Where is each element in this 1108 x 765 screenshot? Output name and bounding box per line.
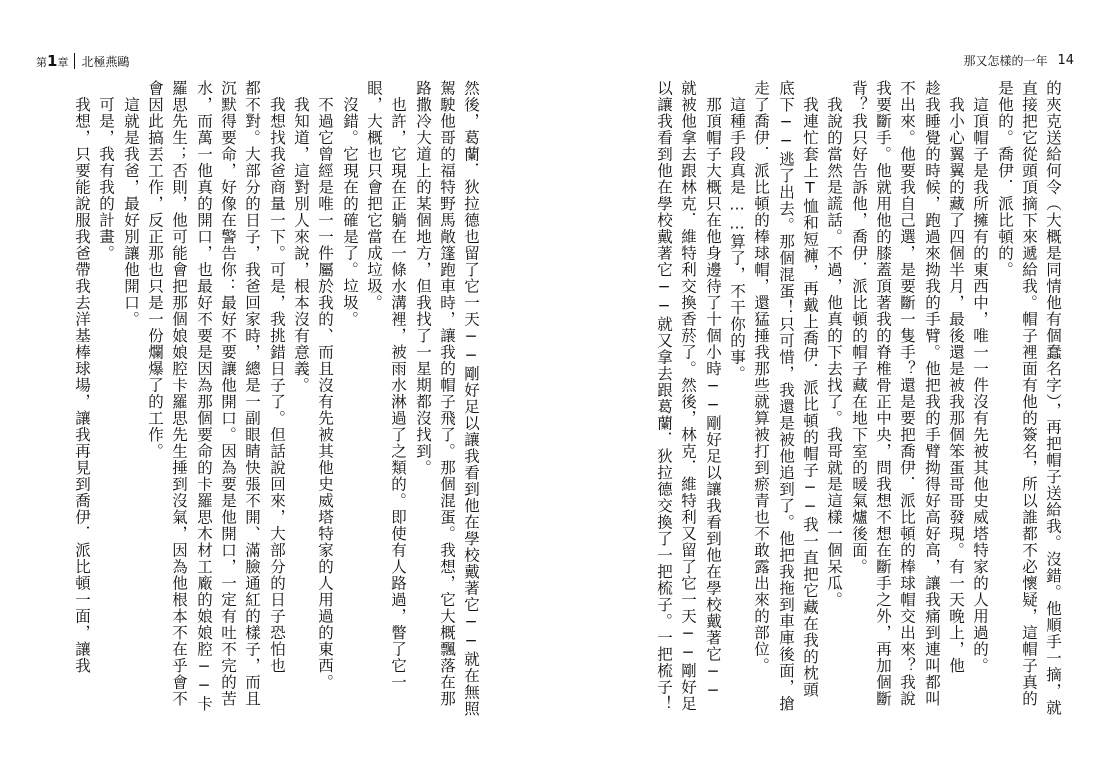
- page-number: 14: [1057, 53, 1074, 68]
- text-column: 然後，葛蘭．狄拉德也留了它一天──剛好足以讓我看到他在學校戴著它──就在無照: [462, 80, 480, 717]
- header-divider: [74, 53, 75, 69]
- text-column: 駕駛他哥的福特野馬敞篷跑車時，讓我的帽子飛了。那個混蛋。我想，它大概飄落在那: [438, 80, 456, 707]
- text-column: 沉默得要命，好像在警告你：最好不要讓他開口。因為要是他開口，一定有吐不完的苦: [219, 80, 237, 707]
- text-column: 是他的。喬伊．派比頓的。: [996, 80, 1014, 278]
- text-column: 我連忙套上T恤和短褲，再戴上喬伊．派比頓的帽子──我一直把它藏在我的枕頭: [801, 80, 819, 698]
- text-column: 這頂帽子是我所擁有的東西中，唯一一件沒有先被其他史威塔特家的人用過的。: [971, 80, 989, 674]
- chapter-label: 第1章: [36, 52, 69, 70]
- text-column: 就被他拿去跟林克．維特利交換香菸了。然後，林克．維特利又留了它一天──剛好足: [679, 80, 697, 712]
- text-column: 也許，它現在正躺在一條水溝裡，被雨水淋過了之類的。即使有人路過，瞥了它一: [389, 80, 407, 691]
- text-column: 背？我只好告訴他，喬伊．派比頓的帽子藏在地下室的暖氣爐後面。: [850, 80, 868, 575]
- text-column: 以讓我看到他在學校戴著它──就又拿去跟葛蘭．狄拉德交換了一把梳子。一把梳子！: [655, 80, 673, 712]
- text-column: 我小心翼翼的藏了四個半月，最後還是被我那個笨蛋哥哥發現。有一天晚上，他: [947, 80, 965, 674]
- text-column: 那頂帽子大概只在他身邊待了十個小時──剛好足以讓我看到他在學校戴著它──: [704, 80, 722, 701]
- text-column: 會因此搞丟工作，反正那也只是一份爛爆了的工作。: [146, 80, 164, 460]
- text-column: 底下──逃了出去。那個混蛋！只可惜，我還是被他追到了。他把我拖到車庫後面，搶: [777, 80, 795, 712]
- text-column: 沒錯。它現在的確是了。垃圾。: [341, 80, 359, 328]
- text-column: 趁我睡覺的時候，跑過來拗我的手臂。他把我的手臂拗得好高好高，讓我痛到連叫都叫: [923, 80, 941, 707]
- text-column: 可是，我有我的計畫。: [97, 80, 115, 262]
- text-column: 路撒冷大道上的某個地方，但我找了一星期都沒找到。: [414, 80, 432, 476]
- text-column: 這種手段真是……算了，不干你的事。: [728, 80, 746, 382]
- text-column: 不出來。他要我自己選，是要斷一隻手？還是要把喬伊．派比頓的棒球帽交出來？我說: [898, 80, 916, 707]
- text-column: 我說的當然是謊話。不過，他真的下去找了。我哥就是這樣一個呆瓜。: [825, 80, 843, 608]
- text-column: 這就是我爸，最好別讓他開口。: [122, 80, 140, 328]
- text-column: 不過它曾經是唯一一件屬於我的、而且沒有先被其他史威塔特家的人用過的東西。: [316, 80, 334, 691]
- text-column: 的夾克送給何令（大概是同情他有個蠢名字），再把帽子送給我。沒錯。他順手一摘，就: [1044, 80, 1062, 716]
- text-column: 水，而萬一他真的開口，也最好不要是因為那個要命的卡羅思木材工廠的娘娘腔──卡: [195, 80, 213, 712]
- running-header-left: [36, 52, 129, 70]
- running-header-right: [963, 52, 1074, 69]
- text-column: 走了喬伊．派比頓的棒球帽，還猛捶我那些就算被打到瘀青也不敢露出來的部位。: [752, 80, 770, 674]
- text-column: 我想找我爸商量一下。可是，我挑錯日子了。但話說回來，大部分的日子恐怕也: [268, 80, 286, 674]
- text-column: 我要斷手。他就用他的膝蓋頂著我的脊椎骨正中央，問我想不想在斷手之外，再加個斷: [874, 80, 892, 707]
- text-column: 我想，只要能說服我爸帶我去洋基棒球場，讓我再見到喬伊．派比頓一面，讓我: [73, 80, 91, 674]
- text-column: 我知道，這對別人來說，根本沒有意義。: [292, 80, 310, 394]
- text-column: 直接把它從頭頂摘下來遞給我。帽子裡面有他的簽名，所以誰都不必懷疑，這帽子真的: [1020, 80, 1038, 707]
- text-column: 羅思先生；否則，他可能會把那個娘娘腔卡羅思先生捶到沒氣，因為他根本不在乎會不: [170, 80, 188, 707]
- chapter-title: 北極燕鷗: [81, 54, 130, 69]
- book-title: 那又怎樣的一年: [963, 54, 1048, 68]
- text-column: 都不對。大部分的日子，我爸回家時，總是一副眼睛快張不開、滿臉通紅的樣子，而且: [243, 80, 261, 707]
- text-column: 眼，大概也只會把它當成垃圾。: [365, 80, 383, 311]
